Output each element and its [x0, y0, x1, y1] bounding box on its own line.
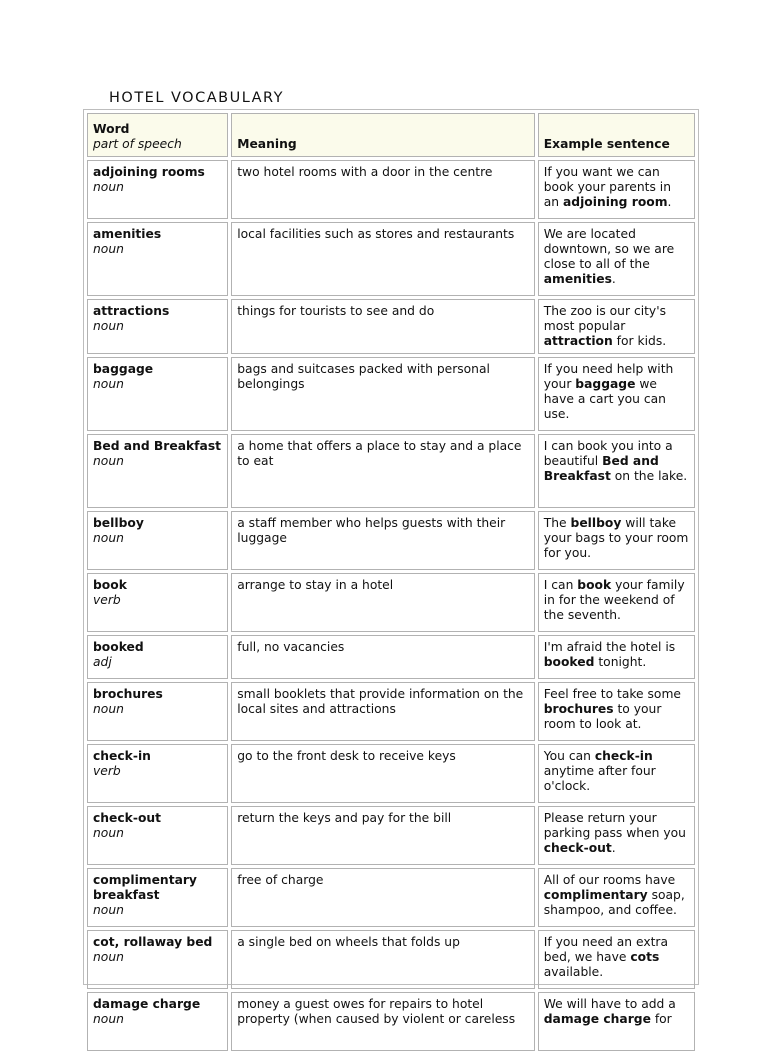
header-meaning-label: Meaning [237, 137, 297, 151]
example-text: available. [543, 965, 604, 979]
example-text: If you need an extra bed, we have [543, 935, 669, 964]
part-of-speech: noun [93, 377, 124, 391]
meaning-cell: go to the front desk to receive keys [231, 744, 535, 803]
example-text: If you need help with your [543, 362, 674, 391]
table-row [87, 573, 695, 632]
example-keyword: brochures [543, 702, 614, 716]
example-text: your family in for the weekend of the seventh. [543, 578, 685, 622]
example-cell [538, 222, 695, 296]
vocab-word: brochures [93, 687, 163, 701]
page-title: HOTEL VOCABULARY [109, 90, 285, 106]
example-text: If you want we can book your parents in an [543, 165, 672, 209]
example-text: . [611, 272, 616, 286]
example-text: You can [543, 749, 595, 763]
part-of-speech: noun [93, 1012, 124, 1026]
vocab-word: attractions [93, 304, 170, 318]
example-text: Please return your parking pass when you [543, 811, 686, 840]
header-example [538, 113, 695, 157]
header-word [87, 113, 228, 157]
example-text: We will have to add a [543, 997, 676, 1011]
example-text: All of our rooms have [543, 873, 676, 887]
example-cell [538, 635, 695, 679]
vocab-word: damage charge [93, 997, 201, 1011]
example-cell [538, 511, 695, 570]
example-text: for [650, 1012, 672, 1026]
part-of-speech: adj [93, 655, 112, 669]
example-text: The [543, 516, 571, 530]
table-row [87, 992, 695, 1051]
word-cell [87, 868, 228, 927]
example-text: we have a cart you can use. [543, 377, 666, 421]
word-cell [87, 635, 228, 679]
meaning-cell: arrange to stay in a hotel [231, 573, 535, 632]
example-keyword: bellboy [570, 516, 622, 530]
table-row [87, 511, 695, 570]
header-meaning [231, 113, 535, 157]
vocab-word: baggage [93, 362, 154, 376]
example-keyword: complimentary [543, 888, 648, 902]
example-keyword: check-out [543, 841, 612, 855]
part-of-speech: noun [93, 319, 124, 333]
example-text: tonight. [594, 655, 647, 669]
example-cell [538, 806, 695, 865]
vocab-word: cot, rollaway bed [93, 935, 213, 949]
example-keyword: cots [630, 950, 660, 964]
meaning-cell: bags and suitcases packed with personal belongings [231, 357, 535, 431]
header-pos-label: part of speech [93, 137, 182, 151]
vocab-word: book [93, 578, 127, 592]
meaning-cell: small booklets that provide information on the local sites and attractions [231, 682, 535, 741]
example-cell [538, 299, 695, 354]
part-of-speech: noun [93, 903, 124, 917]
example-keyword: check-in [594, 749, 653, 763]
example-text: We are located downtown, so we are close to all of the [543, 227, 675, 271]
table-row [87, 635, 695, 679]
example-keyword: adjoining room [562, 195, 668, 209]
example-keyword: baggage [575, 377, 636, 391]
example-text: on the lake. [610, 469, 688, 483]
example-text: Feel free to take some [543, 687, 681, 701]
part-of-speech: noun [93, 454, 124, 468]
word-cell [87, 511, 228, 570]
example-text: for kids. [612, 334, 667, 348]
part-of-speech: verb [93, 593, 121, 607]
word-cell [87, 434, 228, 508]
vocab-word: check-out [93, 811, 162, 825]
word-cell [87, 160, 228, 219]
word-cell [87, 930, 228, 989]
vocab-word: check-in [93, 749, 151, 763]
table-row [87, 682, 695, 741]
word-cell [87, 299, 228, 354]
vocab-word: Bed and Breakfast [93, 439, 222, 453]
example-keyword: attraction [543, 334, 613, 348]
vocabulary-table-container [83, 109, 699, 1026]
example-cell [538, 992, 695, 1051]
part-of-speech: noun [93, 950, 124, 964]
table-row [87, 299, 695, 354]
vocab-word: adjoining rooms [93, 165, 205, 179]
table-row [87, 806, 695, 865]
part-of-speech: verb [93, 764, 121, 778]
table-row [87, 357, 695, 431]
example-text: I can book you into a beautiful [543, 439, 673, 468]
meaning-cell: a single bed on wheels that folds up [231, 930, 535, 989]
example-cell [538, 744, 695, 803]
header-word-label: Word [93, 122, 130, 136]
part-of-speech: noun [93, 180, 124, 194]
vocab-word: amenities [93, 227, 162, 241]
vocab-word: booked [93, 640, 144, 654]
table-row [87, 160, 695, 219]
example-text: The zoo is our city's most popular [543, 304, 667, 333]
word-cell [87, 357, 228, 431]
example-cell [538, 573, 695, 632]
example-keyword: booked [543, 655, 595, 669]
meaning-cell: return the keys and pay for the bill [231, 806, 535, 865]
example-cell [538, 357, 695, 431]
example-text: will take your bags to your room for you. [543, 516, 689, 560]
example-cell [538, 868, 695, 927]
word-cell [87, 992, 228, 1051]
meaning-cell: a staff member who helps guests with their luggage [231, 511, 535, 570]
example-text: . [611, 841, 616, 855]
meaning-cell: two hotel rooms with a door in the centre [231, 160, 535, 219]
meaning-cell: local facilities such as stores and restaurants [231, 222, 535, 296]
header-example-label: Example sentence [543, 137, 670, 151]
header-row [87, 113, 695, 157]
word-cell [87, 744, 228, 803]
example-text: I'm afraid the hotel is [543, 640, 676, 654]
meaning-cell: full, no vacancies [231, 635, 535, 679]
part-of-speech: noun [93, 702, 124, 716]
meaning-cell: a home that offers a place to stay and a place to eat [231, 434, 535, 508]
example-keyword: amenities [543, 272, 612, 286]
example-cell [538, 434, 695, 508]
meaning-cell: money a guest owes for repairs to hotel property (when caused by violent or careless [231, 992, 535, 1051]
part-of-speech: noun [93, 242, 124, 256]
part-of-speech: noun [93, 826, 124, 840]
meaning-cell: things for tourists to see and do [231, 299, 535, 354]
word-cell [87, 682, 228, 741]
example-keyword: book [577, 578, 612, 592]
word-cell [87, 806, 228, 865]
table-row [87, 434, 695, 508]
example-text: I can [543, 578, 578, 592]
example-text: . [667, 195, 672, 209]
example-cell [538, 930, 695, 989]
example-keyword: damage charge [543, 1012, 651, 1026]
table-row [87, 222, 695, 296]
example-cell [538, 160, 695, 219]
table-row [87, 744, 695, 803]
word-cell [87, 222, 228, 296]
example-text: anytime after four o'clock. [543, 764, 656, 793]
table-row [87, 930, 695, 989]
word-cell [87, 573, 228, 632]
vocab-word: bellboy [93, 516, 144, 530]
example-text: soap, shampoo, and coffee. [543, 888, 685, 917]
example-cell [538, 682, 695, 741]
vocabulary-table [84, 110, 698, 1054]
example-keyword: Bed and Breakfast [543, 454, 659, 483]
part-of-speech: noun [93, 531, 124, 545]
meaning-cell: free of charge [231, 868, 535, 927]
vocab-word: complimentary breakfast [93, 873, 197, 902]
example-text: to your room to look at. [543, 702, 662, 731]
table-row [87, 868, 695, 927]
